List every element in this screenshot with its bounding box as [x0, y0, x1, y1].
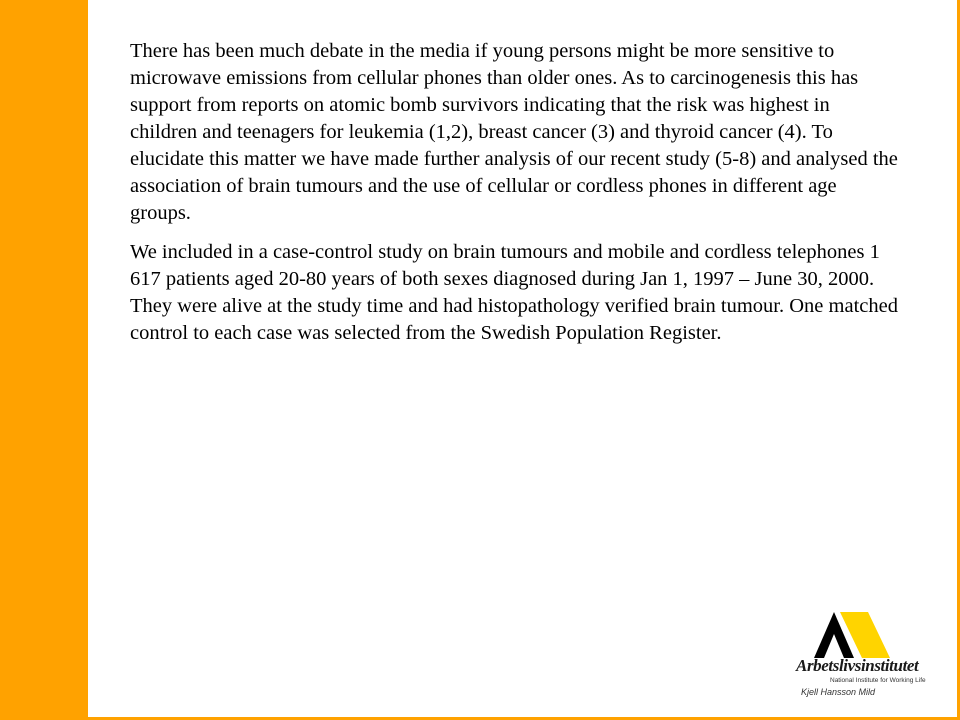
logo-name: Arbetslivsinstitutet — [796, 656, 919, 675]
paragraph-intro: There has been much debate in the media if young persons might be more sensitive to microwave emissions from cellular phones than older ones. As to carcinogenesis this has support from reports on atomic bomb survivors indicating that the risk was highest in children and teenagers for leukemia (1,2), breast cancer (3) and thyroid cancer (4). To elucidate this matter we have made further analysis of our recent study (5-8) and analysed the association of brain tumours and the use of cellular or cordless phones in different age groups. — [130, 40, 898, 224]
body-text — [130, 38, 900, 359]
author-credit: Kjell Hansson Mild — [801, 687, 876, 697]
paragraph-methods: We included in a case-control study on brain tumours and mobile and cordless telephones 1 617 patients aged 20-80 years of both sexes diagnosed during Jan 1, 1997 – June 30, 2000. They were alive at the study time and had histopathology verified brain tumour. One matched control to each case was selected from the Swedish Population Register. — [130, 241, 898, 344]
logo-triangle-icon — [810, 610, 890, 660]
left-accent-bar — [0, 0, 88, 720]
logo-subtitle: National Institute for Working Life — [830, 677, 926, 684]
